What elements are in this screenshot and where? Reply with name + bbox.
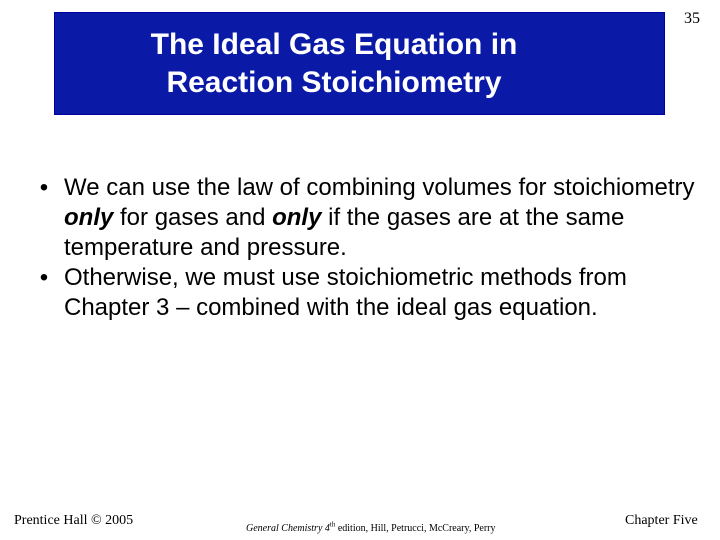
footer-book-reference — [246, 520, 496, 534]
footer-copyright: Prentice Hall © 2005 — [14, 513, 134, 528]
footer-authors: edition, Hill, Petrucci, McCreary, Perry — [335, 523, 496, 534]
bullet-item-2 — [34, 263, 704, 323]
bullet-1-text-b: for gases and — [113, 204, 273, 231]
bullet-item-1 — [34, 173, 704, 263]
title-line-2: Reaction Stoichiometry — [166, 65, 502, 99]
bullet-marker: • — [39, 264, 49, 291]
title-line-1: The Ideal Gas Equation in — [150, 27, 518, 61]
bullet-1-text-a: We can use the law of combining volumes for stoichiometry — [64, 174, 695, 201]
bullet-1-text-c: if the gases are at the same temperature and pressure. — [64, 204, 625, 261]
footer-book-title: General Chemistry 4 — [246, 523, 330, 534]
slide-title — [55, 13, 613, 114]
footer-chapter: Chapter Five — [625, 513, 698, 528]
bullet-2-text: Otherwise, we must use stoichiometric methods from Chapter 3 – combined with the ideal gas equation. — [64, 264, 627, 321]
bullet-list — [34, 173, 704, 323]
bullet-1-emphasis-b: only — [272, 204, 322, 231]
title-banner — [54, 12, 665, 115]
bullet-marker: • — [39, 174, 49, 201]
bullet-1-emphasis-a: only — [64, 204, 114, 231]
footer-edition-superscript: th — [329, 520, 336, 529]
slide-number: 35 — [684, 10, 700, 27]
